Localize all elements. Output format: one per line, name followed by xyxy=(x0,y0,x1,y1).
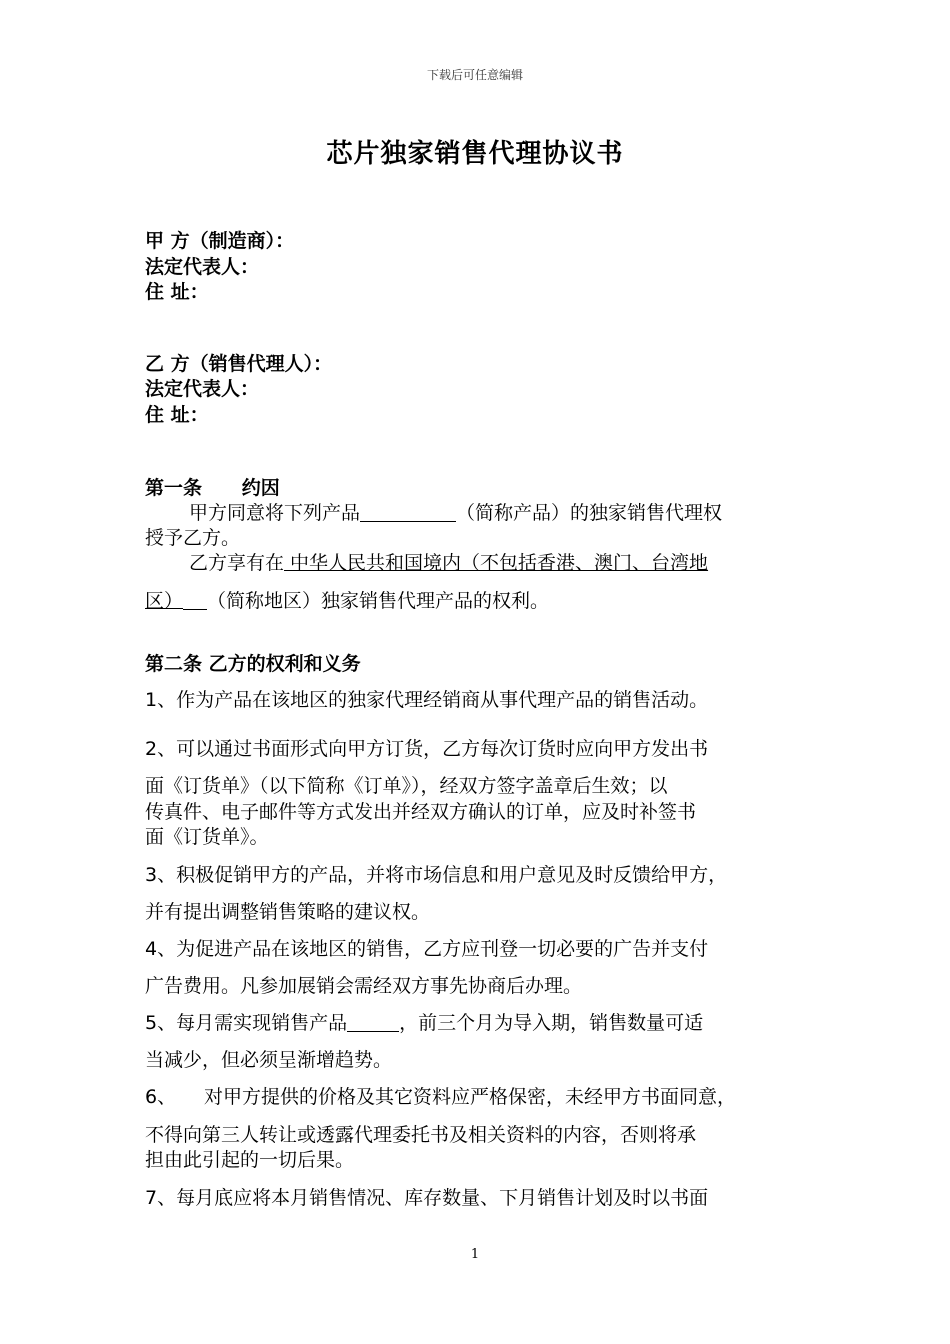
item-4-line-2: 广告费用。凡参加展销会需经双方事先协商后办理。 xyxy=(145,975,583,997)
party-a-label: 甲 方（制造商）： xyxy=(145,230,295,252)
quantity-blank xyxy=(347,1011,399,1032)
text: （简称地区）独家销售代理产品的权利。 xyxy=(207,590,550,612)
party-b-rep: 法定代表人： xyxy=(145,378,260,400)
party-a-rep: 法定代表人： xyxy=(145,256,260,278)
item-1: 1、作为产品在该地区的独家代理经销商从事代理产品的销售活动。 xyxy=(145,689,709,711)
article-1-heading: 第一条 约因 xyxy=(145,477,280,499)
text: ，前三个月为导入期，销售数量可适 xyxy=(399,1012,704,1034)
territory-text-end: 区） xyxy=(145,590,184,612)
text: 甲方同意将下列产品 xyxy=(189,502,361,524)
item-3-line-2: 并有提出调整销售策略的建议权。 xyxy=(145,901,431,923)
territory-blank xyxy=(183,589,207,610)
document-title: 芯片独家销售代理协议书 xyxy=(326,139,624,169)
party-b-label: 乙 方（销售代理人）： xyxy=(145,353,333,375)
text: （简称产品）的独家销售代理权 xyxy=(456,502,723,524)
text: 乙方享有在 xyxy=(189,552,285,574)
territory-text: 中华人民共和国境内（不包括香港、澳门、台湾地 xyxy=(284,552,709,574)
item-5-line-1 xyxy=(145,1008,703,1035)
item-6-number: 6、 xyxy=(145,1086,177,1108)
article-1-para-2 xyxy=(189,548,708,575)
item-2-line-4: 面《订货单》。 xyxy=(145,826,269,848)
party-b-addr: 住 址： xyxy=(145,404,209,426)
text: 5、每月需实现销售产品 xyxy=(145,1012,348,1034)
item-2-line-3: 传真件、电子邮件等方式发出并经双方确认的订单，应及时补签书 xyxy=(145,801,697,823)
item-6-line-2: 不得向第三人转让或透露代理委托书及相关资料的内容，否则将承 xyxy=(145,1124,697,1146)
article-1-para-1-cont: 授予乙方。 xyxy=(145,527,241,549)
page-header: 下载后可任意编辑 xyxy=(426,68,523,82)
product-blank xyxy=(360,501,456,522)
item-4-line-1: 4、为促进产品在该地区的销售，乙方应刊登一切必要的广告并支付 xyxy=(145,938,709,960)
article-1-para-2-cont xyxy=(145,586,549,613)
item-6-line-3: 担由此引起的一切后果。 xyxy=(145,1149,355,1171)
page-number: 1 xyxy=(470,1247,480,1262)
article-2-heading: 第二条 乙方的权利和义务 xyxy=(145,653,361,675)
item-2-line-1: 2、可以通过书面形式向甲方订货，乙方每次订货时应向甲方发出书 xyxy=(145,738,709,760)
item-3-line-1: 3、积极促销甲方的产品，并将市场信息和用户意见及时反馈给甲方， xyxy=(145,864,728,886)
item-5-line-2: 当减少，但必须呈渐增趋势。 xyxy=(145,1049,393,1071)
item-7-line-1: 7、每月底应将本月销售情况、库存数量、下月销售计划及时以书面 xyxy=(145,1187,709,1209)
item-6-line-1: 对甲方提供的价格及其它资料应严格保密，未经甲方书面同意， xyxy=(204,1086,737,1108)
item-2-line-2: 面《订货单》（以下简称《订单》），经双方签字盖章后生效；以 xyxy=(145,775,668,797)
party-a-addr: 住 址： xyxy=(145,281,209,303)
article-1-para-1 xyxy=(189,498,722,525)
